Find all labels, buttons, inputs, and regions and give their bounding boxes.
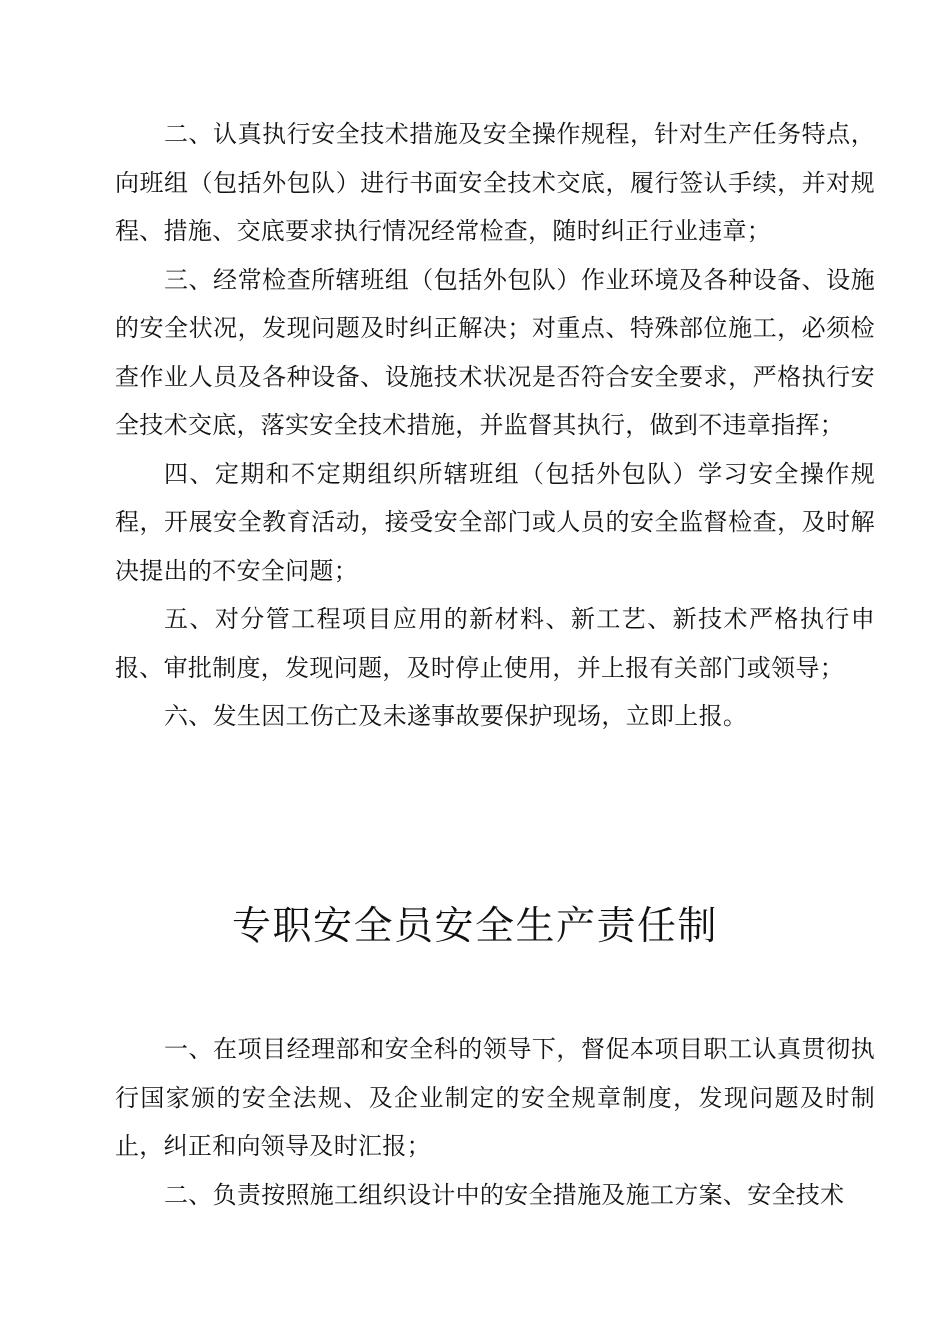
clause-4: 四、定期和不定期组织所辖班组（包括外包队）学习安全操作规程，开展安全教育活动，接受安全部门或人员的安全监督检查，及时解决提出的不安全问题； — [115, 459, 875, 585]
safety-officer-responsibilities — [115, 1025, 875, 1219]
clause-3: 三、经常检查所辖班组（包括外包队）作业环境及各种设备、设施的安全状况，发现问题及时纠正解决；对重点、特殊部位施工，必须检查作业人员及各种设备、设施技术状况是否符合安全要求，严格执行安全技术交底，落实安全技术措施，并监督其执行，做到不违章指挥； — [115, 265, 875, 439]
clause-5: 五、对分管工程项目应用的新材料、新工艺、新技术严格执行申报、审批制度，发现问题，及时停止使用，并上报有关部门或领导； — [115, 605, 875, 682]
officer-clause-2: 二、负责按照施工组织设计中的安全措施及施工方案、安全技术 — [164, 1180, 845, 1209]
clause-2: 二、认真执行安全技术措施及安全操作规程，针对生产任务特点，向班组（包括外包队）进行书面安全技术交底，履行签认手续，并对规程、措施、交底要求执行情况经常检查，随时纠正行业违章； — [115, 120, 875, 245]
officer-clause-1: 一、在项目经理部和安全科的领导下，督促本项目职工认真贯彻执行国家颁的安全法规、及企业制定的安全规章制度，发现问题及时制止，纠正和向领导及时汇报； — [115, 1035, 875, 1160]
section-title: 专职安全员安全生产责任制 — [231, 904, 718, 949]
clause-6: 六、发生因工伤亡及未遂事故要保护现场，立即上报。 — [164, 702, 748, 730]
responsibilities-continued — [115, 110, 875, 741]
